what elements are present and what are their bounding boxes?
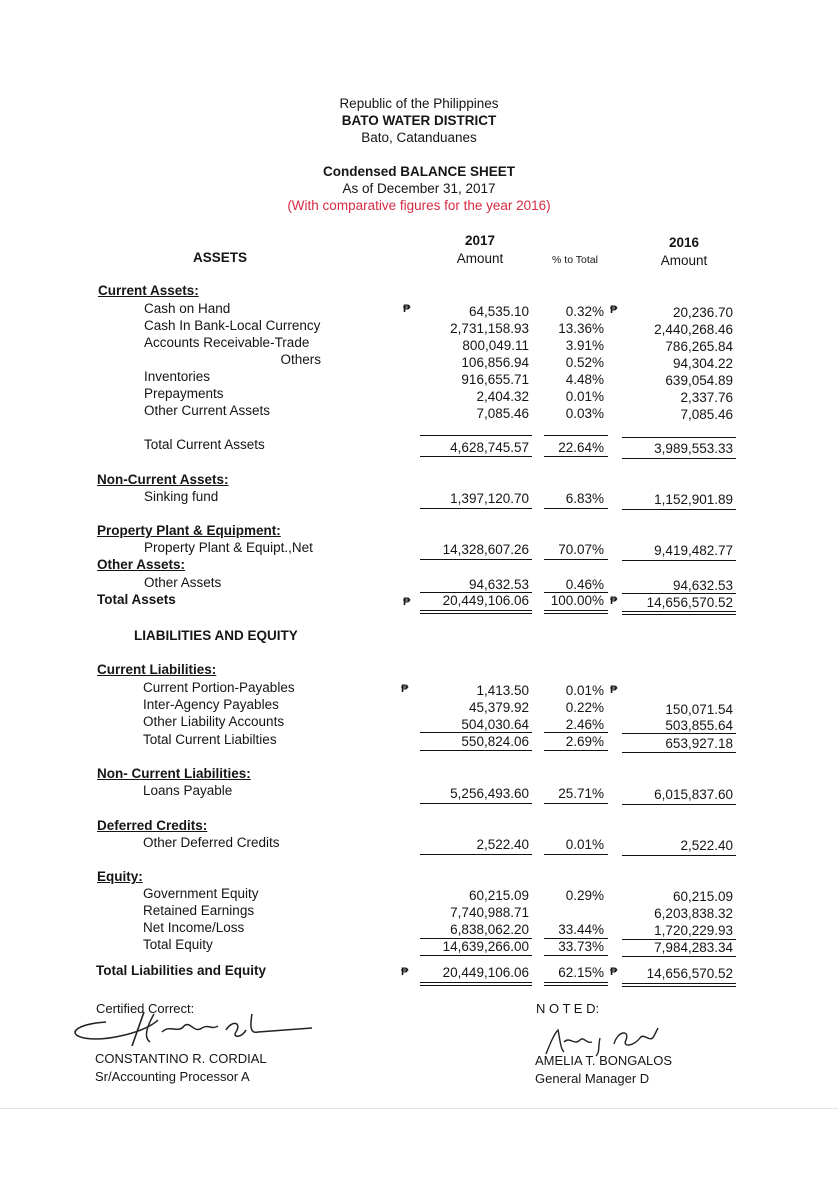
amount-2017: 45,379.92 <box>468 700 529 715</box>
current-liabilities-heading: Current Liabilities: <box>97 662 217 677</box>
line-item-label: Other Current Assets <box>144 403 271 418</box>
amount-2017: 7,740,988.71 <box>450 905 529 920</box>
sinking-fund-label: Sinking fund <box>144 489 219 504</box>
line-item-label: Total Current Liabilties <box>143 732 277 747</box>
amount-2017: 916,655.71 <box>461 372 529 387</box>
percent-to-total: 33.44% <box>558 922 604 937</box>
percent-to-total: 0.01% <box>565 389 604 404</box>
total-assets-label: Total Assets <box>97 592 176 607</box>
amount-2016: 639,054.89 <box>665 373 733 388</box>
percent-to-total: 0.22% <box>565 700 604 715</box>
ppe-label: Property Plant & Equipt.,Net <box>144 540 313 555</box>
equity-heading: Equity: <box>97 869 143 884</box>
peso-sign: ₱ <box>403 596 411 608</box>
other-assets-heading: Other Assets: <box>97 557 186 572</box>
line-item-label: Inter-Agency Payables <box>143 697 279 712</box>
double-rule <box>622 611 736 615</box>
rule <box>420 435 532 436</box>
double-rule <box>420 982 532 986</box>
republic-line: Republic of the Philippines <box>339 96 499 111</box>
year-2016-heading: 2016 <box>668 235 700 250</box>
total-current-assets-2016: 3,989,553.33 <box>654 441 733 456</box>
rule <box>544 803 608 804</box>
line-item-label: Prepayments <box>144 386 224 401</box>
document-title: Condensed BALANCE SHEET <box>322 164 515 179</box>
rule <box>622 437 736 438</box>
sinking-fund-2016: 1,152,901.89 <box>654 492 733 507</box>
amount-2017: 14,639,266.00 <box>442 939 529 954</box>
noncurrent-assets-heading: Non-Current Assets: <box>97 472 229 487</box>
line-item-label: Cash on Hand <box>144 301 231 316</box>
line-item-label: Total Equity <box>143 937 213 952</box>
rule <box>622 956 736 957</box>
amount-2016: 786,265.84 <box>665 339 733 354</box>
total-current-assets-label: Total Current Assets <box>144 437 265 452</box>
amount-2017: 800,049.11 <box>462 338 529 353</box>
peso-sign: ₱ <box>610 304 618 316</box>
amount-2016: 7,085.46 <box>680 407 733 422</box>
amount-2017: 64,535.10 <box>468 304 529 319</box>
amount-2016: 653,927.18 <box>665 736 733 751</box>
percent-to-total: 33.73% <box>558 939 604 954</box>
sinking-fund-2017: 1,397,120.70 <box>450 491 529 506</box>
rule <box>420 456 532 457</box>
ppe-pct: 70.07% <box>558 542 604 557</box>
rule <box>544 508 608 509</box>
percent-to-total: 0.01% <box>565 683 604 698</box>
loans-payable-label: Loans Payable <box>143 783 233 798</box>
double-rule <box>622 983 736 987</box>
line-item-label: Current Portion-Payables <box>143 680 295 695</box>
total-assets-2016: 14,656,570.52 <box>646 595 733 610</box>
percent-to-total: 13.36% <box>558 321 604 336</box>
double-rule <box>544 982 608 986</box>
total-current-assets-pct: 22.64% <box>558 440 604 455</box>
percent-to-total: 0.32% <box>565 304 604 319</box>
amount-2016: 6,203,838.32 <box>654 906 733 921</box>
deferred-credits-2017: 2,522.40 <box>476 837 529 852</box>
double-rule <box>544 610 608 614</box>
percent-to-total: 0.29% <box>565 888 604 903</box>
peso-sign: ₱ <box>401 966 409 978</box>
double-rule <box>420 610 532 614</box>
rule <box>544 435 608 436</box>
total-assets-pct: 100.00% <box>550 593 604 608</box>
certifier-title: Sr/Accounting Processor A <box>95 1069 250 1084</box>
total-assets-2017: 20,449,106.06 <box>442 593 529 608</box>
line-item-label: Cash In Bank-Local Currency <box>144 318 321 333</box>
comparative-note: (With comparative figures for the year 2016) <box>287 198 551 213</box>
peso-sign: ₱ <box>610 595 618 607</box>
percent-to-total: 0.52% <box>565 355 604 370</box>
other-assets-2017: 94,632.53 <box>468 577 529 592</box>
other-assets-2016: 94,632.53 <box>672 578 733 593</box>
scan-edge <box>0 1108 838 1109</box>
certifier-signature <box>66 1001 316 1054</box>
amount-2016: 503,855.64 <box>665 718 733 733</box>
total-liabilities-equity-2017: 20,449,106.06 <box>442 965 529 980</box>
other-assets-label: Other Assets <box>144 575 222 590</box>
rule <box>420 559 532 560</box>
percent-to-total: 3.91% <box>565 338 604 353</box>
amount-2016: 1,720,229.93 <box>654 923 733 938</box>
amount-2017: 106,856.94 <box>461 355 529 370</box>
rule <box>420 732 532 733</box>
percent-heading: % to Total <box>552 254 598 266</box>
sinking-fund-pct: 6.83% <box>565 491 604 506</box>
rule <box>544 559 608 560</box>
manager-title: General Manager D <box>535 1071 650 1086</box>
total-liabilities-equity-label: Total Liabilities and Equity <box>96 963 267 978</box>
line-item-label: Inventories <box>144 369 211 384</box>
ppe-2017: 14,328,607.26 <box>442 542 529 557</box>
rule <box>544 732 608 733</box>
noncurrent-liabilities-heading: Non- Current Liabilities: <box>97 766 251 781</box>
amount-2017: 7,085.46 <box>476 406 529 421</box>
amount-2017: 550,824.06 <box>461 734 529 749</box>
total-liabilities-equity-pct: 62.15% <box>558 965 604 980</box>
assets-heading: ASSETS <box>192 250 247 265</box>
ppe-heading: Property Plant & Equipment: <box>97 523 281 538</box>
amount-2016: 150,071.54 <box>665 702 733 717</box>
percent-to-total: 0.03% <box>565 406 604 421</box>
deferred-credits-pct: 0.01% <box>565 837 604 852</box>
amount-2017: 2,731,158.93 <box>450 321 529 336</box>
amount-2016: 60,215.09 <box>672 889 733 904</box>
other-assets-pct: 0.46% <box>565 577 604 592</box>
rule <box>622 458 736 459</box>
deferred-credits-heading: Deferred Credits: <box>97 818 208 833</box>
rule <box>420 854 532 855</box>
peso-sign: ₱ <box>401 683 409 695</box>
rule <box>544 750 608 751</box>
year-2017-heading: 2017 <box>464 233 496 248</box>
manager-name: AMELIA T. BONGALOS <box>535 1053 673 1068</box>
rule <box>622 560 736 561</box>
liabilities-equity-heading: LIABILITIES AND EQUITY <box>134 628 298 643</box>
amount-2016: 2,440,268.46 <box>654 322 733 337</box>
ppe-2016: 9,419,482.77 <box>654 543 733 558</box>
amount-2017: 1,413.50 <box>476 683 529 698</box>
line-item-label: Other Liability Accounts <box>143 714 285 729</box>
amount-2017-heading: Amount <box>456 251 504 266</box>
amount-2017: 2,404.32 <box>476 389 529 404</box>
line-item-label: Government Equity <box>143 886 259 901</box>
amount-2016: 7,984,283.34 <box>654 940 733 955</box>
rule <box>420 955 532 956</box>
rule <box>622 855 736 856</box>
agency-name: BATO WATER DISTRICT <box>341 113 497 128</box>
agency-location: Bato, Catanduanes <box>361 130 477 145</box>
total-liabilities-equity-2016: 14,656,570.52 <box>646 966 733 981</box>
amount-2017: 60,215.09 <box>468 888 529 903</box>
rule <box>622 752 736 753</box>
amount-2016: 20,236.70 <box>672 305 733 320</box>
rule <box>544 456 608 457</box>
loans-payable-2017: 5,256,493.60 <box>450 786 529 801</box>
amount-2017: 504,030.64 <box>461 717 529 732</box>
noted-label: N O T E D: <box>536 1001 600 1016</box>
loans-payable-pct: 25.71% <box>558 786 604 801</box>
peso-sign: ₱ <box>610 966 618 978</box>
amount-2017: 6,838,062.20 <box>450 922 529 937</box>
document-date: As of December 31, 2017 <box>342 181 496 196</box>
certified-correct-label: Certified Correct: <box>96 1001 195 1016</box>
loans-payable-2016: 6,015,837.60 <box>654 787 733 802</box>
rule <box>420 803 532 804</box>
rule <box>544 955 608 956</box>
total-current-assets-2017: 4,628,745.57 <box>450 440 529 455</box>
rule <box>622 509 736 510</box>
rule <box>544 854 608 855</box>
percent-to-total: 2.69% <box>565 734 604 749</box>
line-item-label: Net Income/Loss <box>143 920 245 935</box>
line-item-label: Others <box>280 352 321 367</box>
amount-2016: 2,337.76 <box>680 390 733 405</box>
certifier-name: CONSTANTINO R. CORDIAL <box>95 1051 267 1066</box>
rule <box>420 508 532 509</box>
percent-to-total: 2.46% <box>565 717 604 732</box>
line-item-label: Accounts Receivable-Trade <box>144 335 310 350</box>
amount-2016: 94,304.22 <box>672 356 733 371</box>
peso-sign: ₱ <box>403 303 411 315</box>
amount-2016-heading: Amount <box>660 253 708 268</box>
deferred-credits-2016: 2,522.40 <box>680 838 733 853</box>
rule <box>622 593 736 594</box>
rule <box>622 733 736 734</box>
rule <box>622 804 736 805</box>
peso-sign: ₱ <box>610 684 618 696</box>
line-item-label: Retained Earnings <box>143 903 255 918</box>
deferred-credits-label: Other Deferred Credits <box>143 835 280 850</box>
percent-to-total: 4.48% <box>565 372 604 387</box>
current-assets-heading: Current Assets: <box>98 283 199 298</box>
rule <box>420 750 532 751</box>
